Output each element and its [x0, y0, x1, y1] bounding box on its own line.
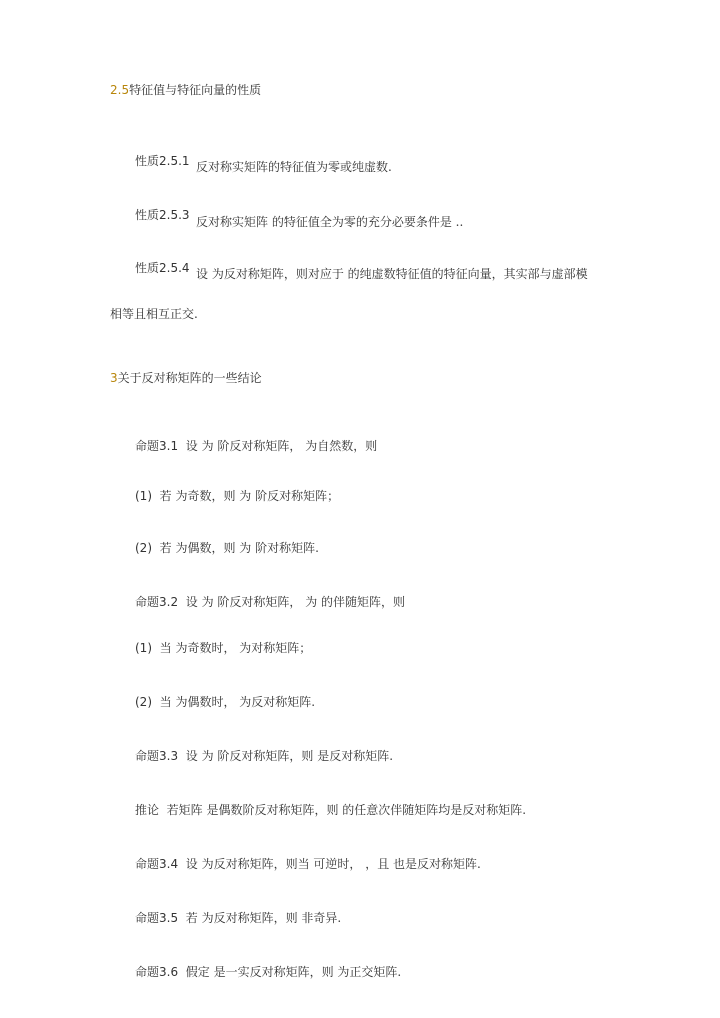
- section-3-heading: [110, 370, 262, 386]
- section-number: 3: [110, 371, 118, 385]
- list-item: 推论 若矩阵 是偶数阶反对称矩阵，则 的任意次伴随矩阵均是反对称矩阵.: [135, 803, 527, 817]
- list-item: 命题3.6 假定 是一实反对称矩阵，则 为正交矩阵.: [135, 965, 402, 979]
- list-item: 命题3.4 设 为反对称矩阵，则当 可逆时， ，且 也是反对称矩阵.: [135, 857, 481, 871]
- list-item: (1) 若 为奇数，则 为 阶反对称矩阵；: [135, 489, 340, 503]
- list-item: (2) 若 为偶数，则 为 阶对称矩阵.: [135, 541, 319, 555]
- property-label: 性质2.5.1: [135, 154, 190, 168]
- list-item: (2) 当 为偶数时， 为反对称矩阵.: [135, 695, 316, 709]
- list-item: (1) 当 为奇数时， 为对称矩阵；: [135, 641, 312, 655]
- property-text: 设 为反对称矩阵，则对应于 的纯虚数特征值的特征向量，其实部与虚部模: [196, 267, 588, 281]
- section-number: 2.5: [110, 83, 130, 97]
- property-label: 性质2.5.4: [135, 261, 190, 275]
- property-label: 性质2.5.3: [135, 208, 190, 222]
- property-text: 反对称实矩阵 的特征值全为零的充分必要条件是 ..: [196, 215, 464, 229]
- section-title: 特征值与特征向量的性质: [129, 83, 262, 97]
- list-item: 命题3.2 设 为 阶反对称矩阵， 为 的伴随矩阵，则: [135, 595, 406, 609]
- list-item: 命题3.5 若 为反对称矩阵，则 非奇异.: [135, 911, 342, 925]
- list-item: 命题3.3 设 为 阶反对称矩阵，则 是反对称矩阵.: [135, 749, 394, 763]
- section-title: 关于反对称矩阵的一些结论: [117, 371, 262, 385]
- property-number: 2.5.4: [159, 261, 190, 275]
- property-text: 反对称实矩阵的特征值为零或纯虚数.: [196, 160, 392, 174]
- property-number: 2.5.3: [159, 208, 190, 222]
- section-2-5-heading: [110, 82, 261, 98]
- property-text-continuation: 相等且相互正交.: [110, 307, 198, 321]
- list-item: 命题3.1 设 为 阶反对称矩阵， 为自然数，则: [135, 439, 378, 453]
- property-number: 2.5.1: [159, 154, 190, 168]
